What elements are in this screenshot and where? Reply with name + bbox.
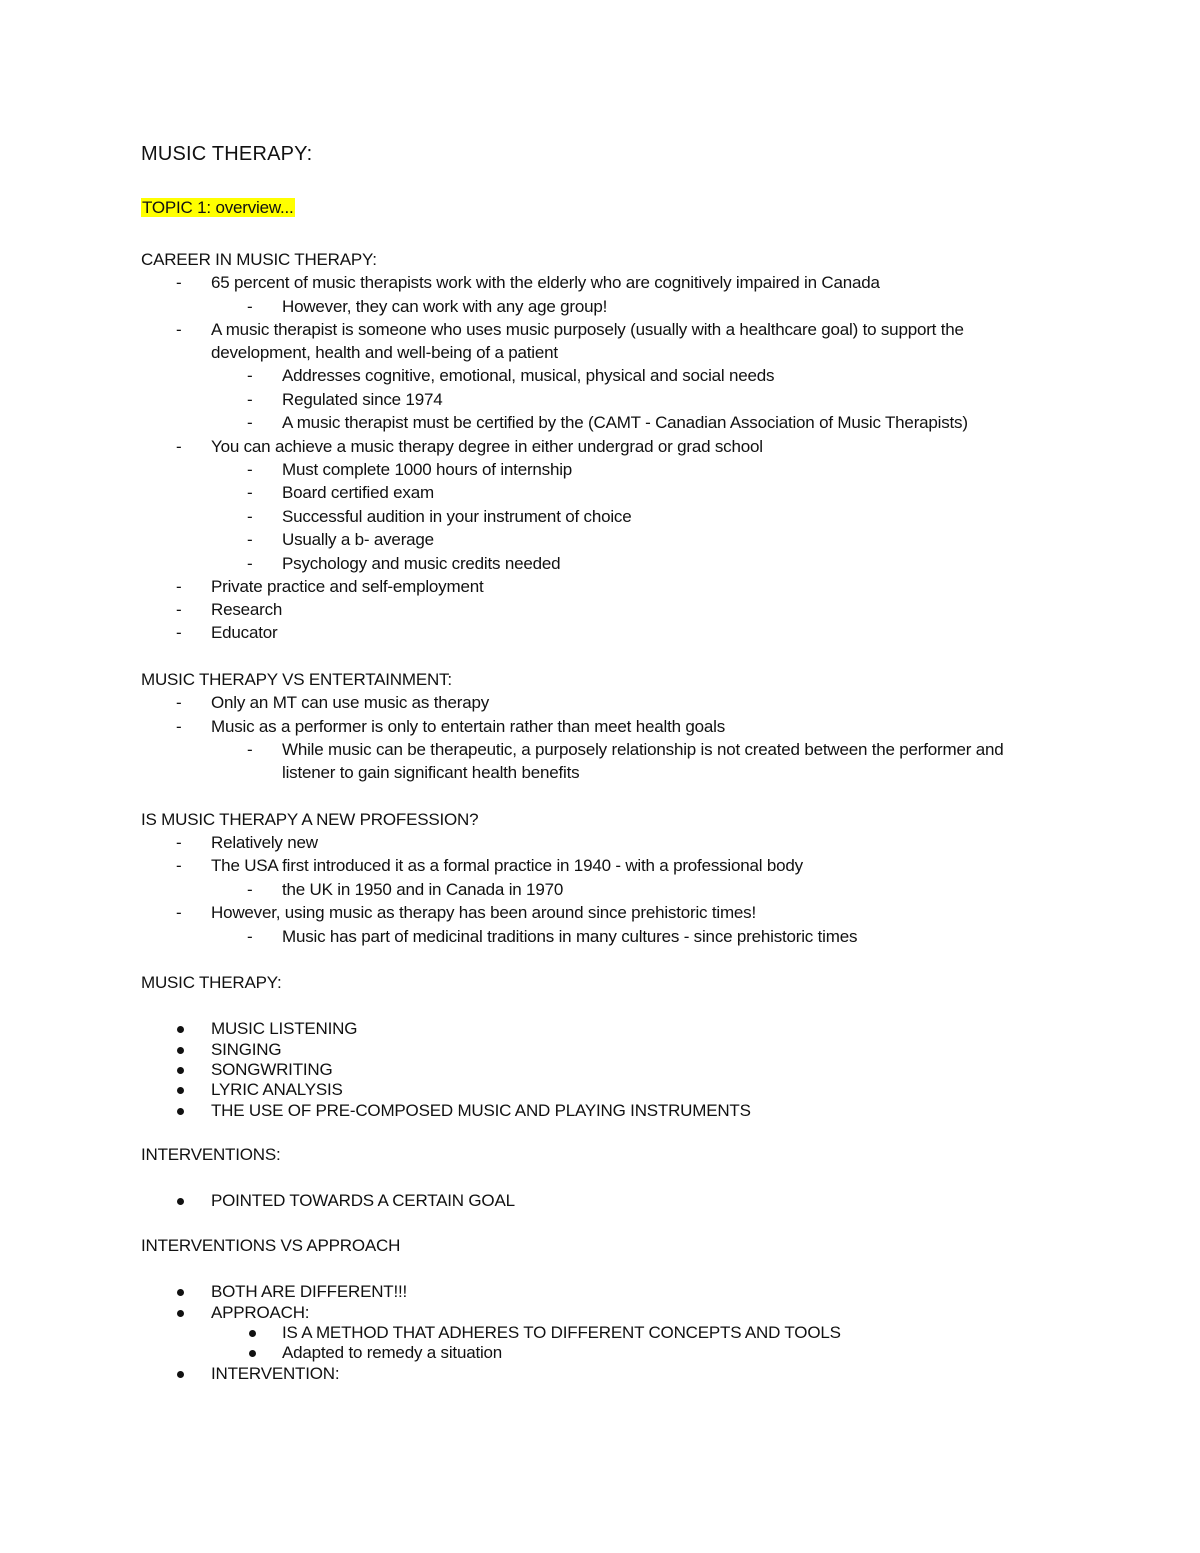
interventions-vs-heading: INTERVENTIONS VS APPROACH	[141, 1236, 401, 1255]
list-item: However, using music as therapy has been around since prehistoric times!	[211, 903, 756, 922]
list-item: Only an MT can use music as therapy	[211, 693, 490, 712]
dash-bullet: -	[247, 507, 253, 526]
list-subitem: Music has part of medicinal traditions in many cultures - since prehistoric times	[282, 927, 858, 946]
dash-bullet: -	[176, 437, 182, 456]
bullet-dot	[177, 1371, 184, 1378]
dash-bullet: -	[247, 927, 253, 946]
list-subitem: However, they can work with any age group!	[282, 297, 608, 316]
list-item: The USA first introduced it as a formal practice in 1940 - with a professional body	[211, 856, 803, 875]
list-item: POINTED TOWARDS A CERTAIN GOAL	[211, 1191, 515, 1210]
dash-bullet: -	[176, 903, 182, 922]
list-item-continuation: development, health and well-being of a patient	[211, 343, 558, 362]
list-subitem: Adapted to remedy a situation	[282, 1343, 503, 1362]
dash-bullet: -	[176, 833, 182, 852]
list-subitem: IS A METHOD THAT ADHERES TO DIFFERENT CONCEPTS AND TOOLS	[282, 1323, 841, 1342]
list-subitem: Successful audition in your instrument of choice	[282, 507, 632, 526]
list-subitem: Addresses cognitive, emotional, musical, physical and social needs	[282, 366, 775, 385]
bullet-dot	[249, 1330, 256, 1337]
dash-bullet: -	[176, 717, 182, 736]
music-therapy-heading: MUSIC THERAPY:	[141, 973, 282, 992]
list-item: 65 percent of music therapists work with the elderly who are cognitively impaired in Canada	[211, 273, 880, 292]
dash-bullet: -	[247, 740, 253, 759]
list-subitem: Regulated since 1974	[282, 390, 443, 409]
list-item: Relatively new	[211, 833, 318, 852]
bullet-dot	[177, 1087, 184, 1094]
bullet-dot	[177, 1289, 184, 1296]
dash-bullet: -	[247, 483, 253, 502]
list-item: Educator	[211, 623, 278, 642]
new-profession-heading: IS MUSIC THERAPY A NEW PROFESSION?	[141, 810, 479, 829]
bullet-dot	[249, 1350, 256, 1357]
dash-bullet: -	[247, 554, 253, 573]
list-item: BOTH ARE DIFFERENT!!!	[211, 1282, 408, 1301]
list-item: APPROACH:	[211, 1303, 310, 1322]
list-item: LYRIC ANALYSIS	[211, 1080, 343, 1099]
dash-bullet: -	[247, 460, 253, 479]
dash-bullet: -	[176, 273, 182, 292]
topic-highlight: TOPIC 1: overview...	[142, 198, 294, 217]
list-subitem: Must complete 1000 hours of internship	[282, 460, 573, 479]
document-title: MUSIC THERAPY:	[141, 143, 313, 165]
bullet-dot	[177, 1108, 184, 1115]
list-item: MUSIC LISTENING	[211, 1019, 358, 1038]
bullet-dot	[177, 1067, 184, 1074]
bullet-dot	[177, 1198, 184, 1205]
list-subitem: A music therapist must be certified by the (CAMT - Canadian Association of Music Therapists)	[282, 413, 968, 432]
list-subitem: Usually a b- average	[282, 530, 434, 549]
list-item: SINGING	[211, 1040, 282, 1059]
list-subitem: the UK in 1950 and in Canada in 1970	[282, 880, 564, 899]
list-subitem: While music can be therapeutic, a purposely relationship is not created between the performer and	[282, 740, 1004, 759]
dash-bullet: -	[176, 577, 182, 596]
dash-bullet: -	[247, 297, 253, 316]
list-item: Private practice and self-employment	[211, 577, 484, 596]
list-item: You can achieve a music therapy degree in either undergrad or grad school	[211, 437, 763, 456]
dash-bullet: -	[247, 366, 253, 385]
interventions-heading: INTERVENTIONS:	[141, 1145, 281, 1164]
list-item: THE USE OF PRE-COMPOSED MUSIC AND PLAYING INSTRUMENTS	[211, 1101, 751, 1120]
list-item: A music therapist is someone who uses music purposely (usually with a healthcare goal) to support the	[211, 320, 964, 339]
list-item: Research	[211, 600, 283, 619]
dash-bullet: -	[247, 880, 253, 899]
list-item: INTERVENTION:	[211, 1364, 340, 1383]
list-item: SONGWRITING	[211, 1060, 333, 1079]
list-item: Music as a performer is only to entertain rather than meet health goals	[211, 717, 726, 736]
vs-entertainment-heading: MUSIC THERAPY VS ENTERTAINMENT:	[141, 670, 452, 689]
dash-bullet: -	[176, 320, 182, 339]
topic-heading	[141, 197, 295, 219]
dash-bullet: -	[247, 390, 253, 409]
career-heading: CAREER IN MUSIC THERAPY:	[141, 250, 377, 269]
list-subitem: Board certified exam	[282, 483, 434, 502]
dash-bullet: -	[176, 693, 182, 712]
dash-bullet: -	[176, 600, 182, 619]
bullet-dot	[177, 1047, 184, 1054]
dash-bullet: -	[176, 856, 182, 875]
dash-bullet: -	[247, 413, 253, 432]
list-subitem-continuation: listener to gain significant health benefits	[282, 763, 580, 782]
dash-bullet: -	[247, 530, 253, 549]
dash-bullet: -	[176, 623, 182, 642]
bullet-dot	[177, 1310, 184, 1317]
list-subitem: Psychology and music credits needed	[282, 554, 561, 573]
bullet-dot	[177, 1026, 184, 1033]
